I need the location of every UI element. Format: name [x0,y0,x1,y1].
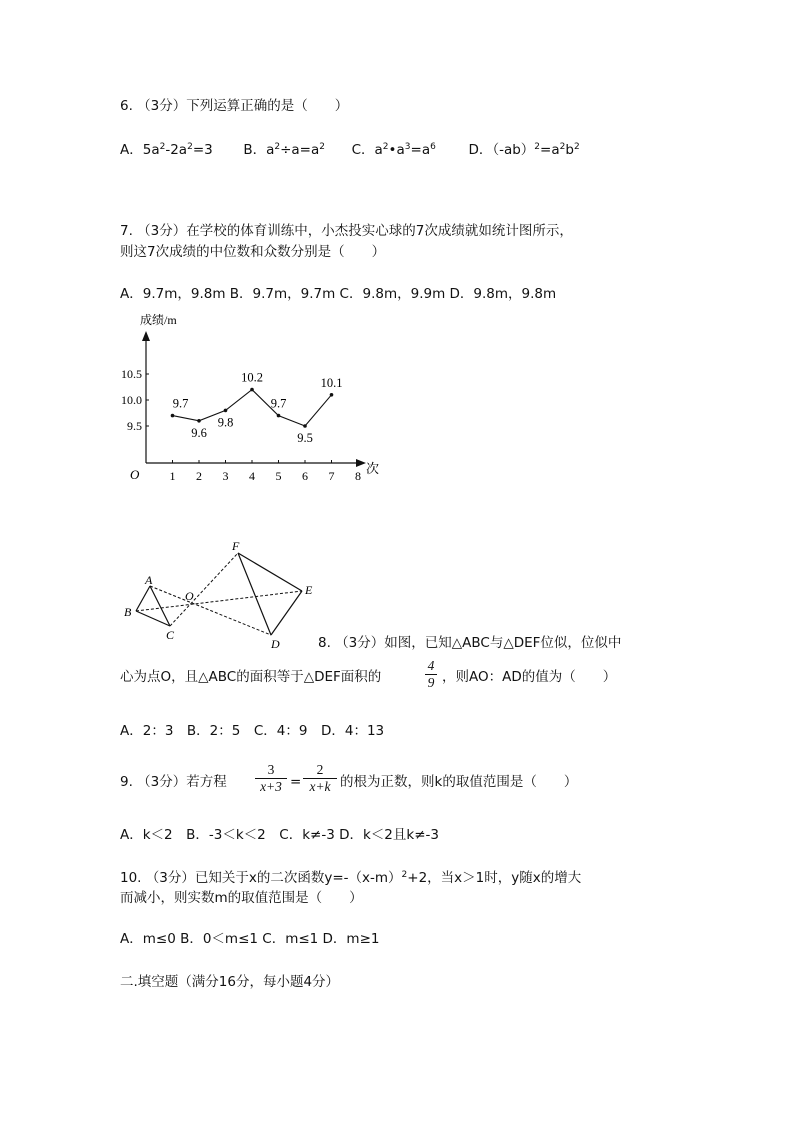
q9-fraction-2-denominator: x+k [309,779,331,794]
data-label: 9.7 [172,396,189,411]
dashed-be [136,591,302,611]
q9-fraction-2-numerator: 2 [316,762,324,777]
segment-ac [150,586,170,626]
q6-options [120,141,580,159]
q8-fraction-denominator: 9 [427,675,435,690]
segment-fe [238,553,302,591]
q8-fraction [425,658,437,691]
x-tick-label: 5 [275,469,282,483]
y-tick-label: 10.5 [121,367,142,381]
q9-stem-part2: 的根为正数，则k的取值范围是（ ） [340,774,578,790]
data-point [277,414,281,418]
section2-title: 二.填空题（满分16分，每小题4分） [120,974,340,990]
q7-stem-line2: 则这7次成绩的中位数和众数分别是（ ） [120,244,386,260]
q8-stem-part1: 8. （3分）如图，已知△ABC与△DEF位似，位似中 [318,635,622,651]
data-point [250,388,254,392]
q6-option-a: A．$5a^2-2a^2=3$ [120,142,213,158]
dashed-cf [170,553,238,626]
q8-options: A．2：3 B．2：5 C．4：9 D．4：13 [120,723,385,739]
data-point [330,393,334,397]
x-tick-label: 3 [222,469,229,483]
q9-fraction-1-numerator: 3 [267,762,275,777]
q10-stem-line1: 10. （3分）已知关于x的二次函数$y=-(x-m)^2+2$，当x＞1时，y随x的增大 [120,870,582,886]
label-f: F [232,539,240,553]
q9-fraction-1 [255,762,287,795]
x-axis-label: 次 [366,461,380,476]
label-e: E [305,583,313,597]
q7-stem-line1: 7. （3分）在学校的体育训练中，小杰投实心球的7次成绩就如统计图所示， [120,223,573,239]
x-tick-label: 7 [328,469,335,483]
segment-ed [271,591,302,635]
q7-options: A．9.7m，9.8m B．9.7m，9.7m C．9.8m，9.9m D．9.8m，9.8m [120,286,557,302]
similar-triangles-figure [115,530,335,655]
label-d: D [271,637,280,651]
q6-option-d: D．$(-ab)^2=a^2b^2$ [468,142,580,158]
x-tick-label: 1 [169,469,176,483]
q9-fraction-1-denominator: x+3 [260,779,282,794]
data-point [303,424,307,428]
y-axis-label: 成绩/m [140,313,177,327]
x-tick-label: 4 [249,469,255,483]
segment-ab [136,586,150,611]
data-label: 9.5 [297,431,313,445]
q8-stem-part3: ，则AO：AD的值为（ ） [442,669,617,685]
x-tick-label: 2 [196,469,202,483]
y-tick-label: 10.0 [121,393,142,407]
q8-fraction-numerator: 4 [427,658,435,673]
label-b: B [124,605,132,619]
q6-stem: 6. （3分）下列运算正确的是（ ） [120,98,349,114]
x-tick-label: 6 [302,469,308,483]
q6-option-c: C．$a^2•a^3=a^6$ [351,142,436,158]
y-axis-arrow [142,331,150,341]
q9-stem-part1: 9. （3分）若方程 [120,774,227,790]
data-label: 10.2 [241,370,263,385]
segment-bc [136,611,170,626]
score-series-line [173,390,332,426]
segment-fd [238,553,271,635]
score-line-chart [110,305,400,495]
label-c: C [166,628,175,642]
q9-equals: = [290,774,302,790]
data-point [224,409,228,413]
data-point [197,419,201,423]
data-label: 9.7 [270,396,287,411]
q6-option-b: B．$a^2\div a=a^2$ [243,142,325,158]
q9-options: A．k＜2 B．-3＜k＜2 C．k≠-3 D．k＜2且k≠-3 [120,827,439,843]
data-point [171,414,175,418]
x-tick-label: 8 [355,469,361,483]
q10-stem-line2: 而减小，则实数m的取值范围是（ ） [120,890,363,906]
data-label: 9.8 [217,415,234,430]
q9-fraction-2 [303,762,337,795]
data-label: 9.6 [191,425,207,440]
label-a: A [145,573,153,587]
q8-stem-part2: 心为点O，且△ABC的面积等于△DEF面积的 [120,669,382,685]
y-tick-label: 9.5 [127,419,142,433]
origin-label: O [130,467,140,482]
data-label: 10.1 [320,375,343,390]
label-o: O [185,589,194,603]
q10-options: A．m≤0 B．0＜m≤1 C．m≤1 D．m≥1 [120,931,380,947]
